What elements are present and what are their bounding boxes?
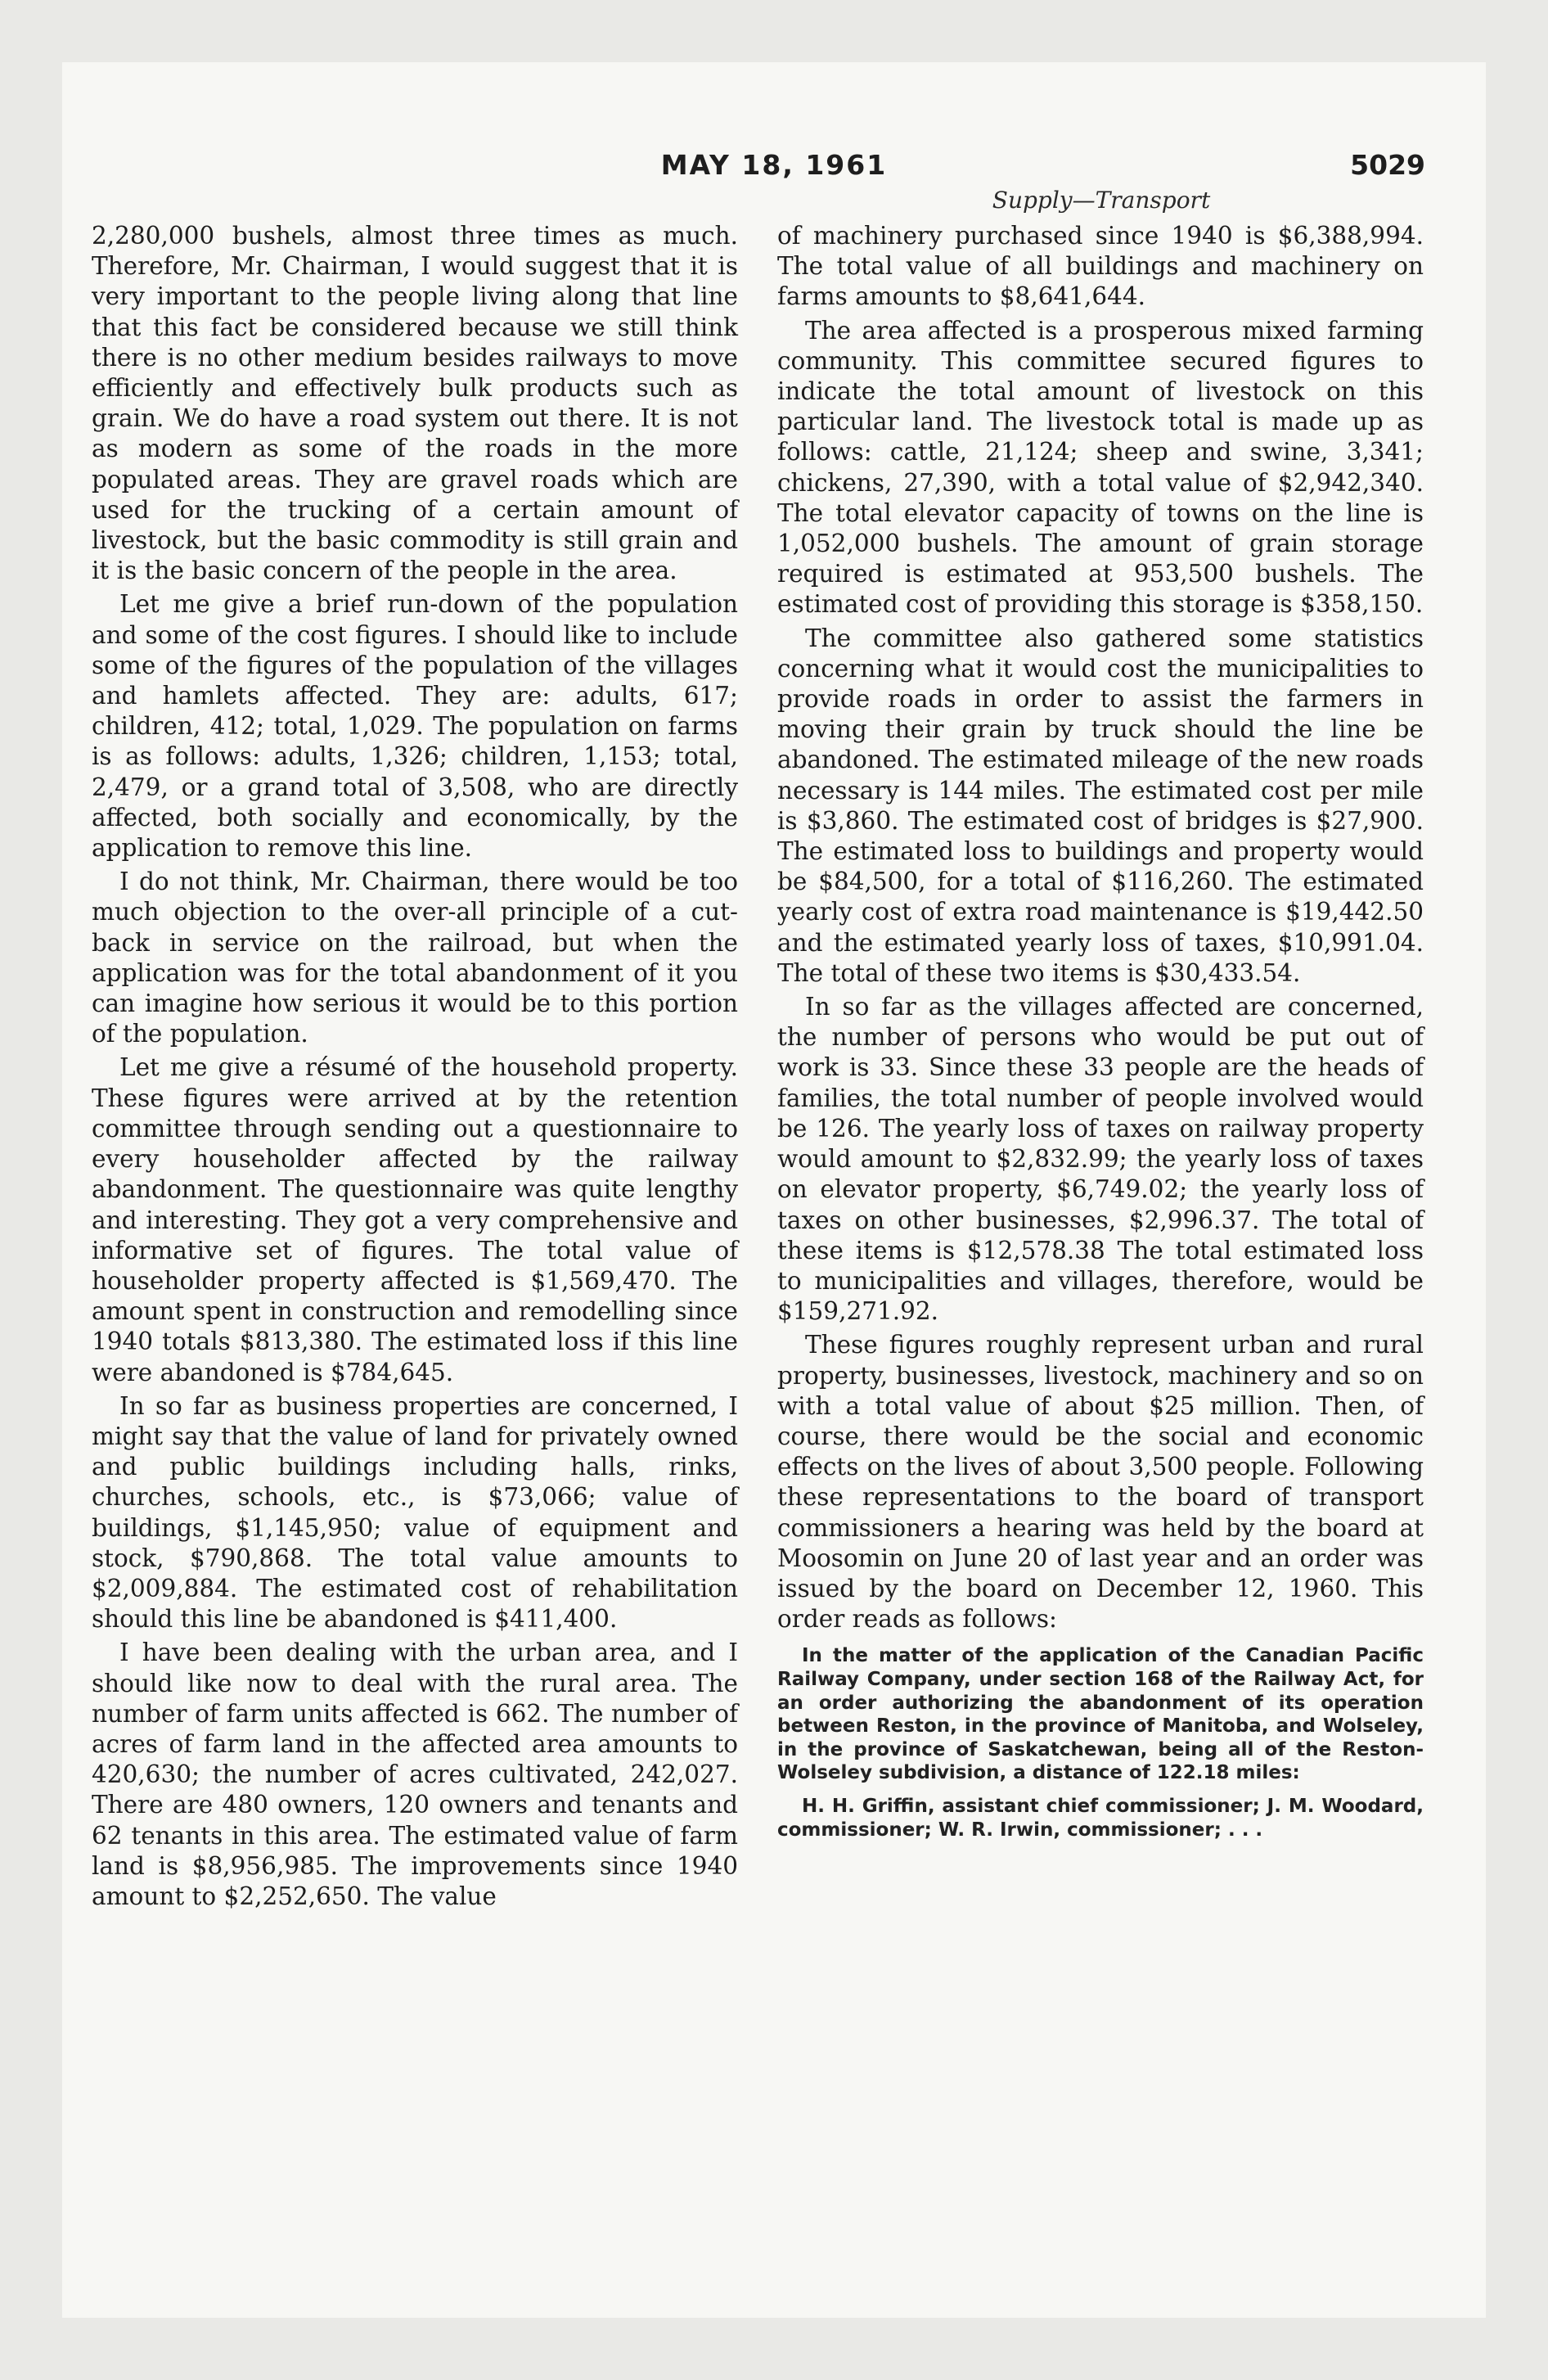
paragraph: Let me give a résumé of the household property. These figures were arrived at by the retention committee through sending out a questionnaire to every householder affected by the railway abandonment. The questionnaire was quite lengthy and interesting. They got a very comprehensive and informative set of figures. The total value of householder property affected is $1,569,470. The amount spent in construction and remodelling since 1940 totals $813,380. The estimated loss if this line were abandoned is $784,645.: [92, 1053, 738, 1386]
paragraph: I have been dealing with the urban area, and I should like now to deal with the rural area. The number of farm units affected is 662. The number of acres of farm land in the affected area amounts to 420,630; the number of acres cultivated, 242,027. There are 480 owners, 120 owners and tenants and 62 tenants in this area. The estimated value of farm land is $8,956,985. The improvements since 1940 amount to $2,252,650. The value: [92, 1639, 738, 1910]
left-column: [92, 221, 738, 1915]
paragraph: Let me give a brief run-down of the population and some of the cost figures. I should like to include some of the figures of the population of the villages and hamlets affected. They are: adults, 617; children, 412; total, 1,029. The population on farms is as follows: adults, 1,326; children, 1,153; total, 2,479, or a grand total of 3,508, who are directly affected, both socially and economically, by the application to remove this line.: [92, 590, 738, 863]
paragraph: of machinery purchased since 1940 is $6,388,994. The total value of all buildings and machinery on farms amounts to $8,641,644.: [777, 222, 1424, 311]
right-column: [777, 221, 1424, 1850]
paragraph: The committee also gathered some statistics concerning what it would cost the municipalities to provide roads in order to assist the farmers in moving their grain by truck should the line be abandoned. The estimated mileage of the new roads necessary is 144 miles. The estimated cost per mile is $3,860. The estimated cost of bridges is $27,900. The estimated loss to buildings and property would be $84,500, for a total of $116,260. The estimated yearly cost of extra road maintenance is $19,442.50 and the estimated yearly loss of taxes, $10,991.04. The total of these two items is $30,433.54.: [777, 624, 1424, 987]
page-number: 5029: [1350, 149, 1425, 181]
paragraph: In so far as business properties are concerned, I might say that the value of land for privately owned and public buildings including halls, rinks, churches, schools, etc., is $73,066; value of buildings, $1,145,950; value of equipment and stock, $790,868. The total value amounts to $2,009,884. The estimated cost of rehabilitation should this line be abandoned is $411,400.: [92, 1391, 738, 1634]
paragraph: I do not think, Mr. Chairman, there would be too much objection to the over-all principle of a cut-back in service on the railroad, but when the application was for the total abandonment of it you can imagine how serious it would be to this portion of the population.: [92, 868, 738, 1048]
paragraph: 2,280,000 bushels, almost three times as much. Therefore, Mr. Chairman, I would suggest that it is very important to the people living along that line that this fact be considered because we still think there is no other medium besides railways to move efficiently and effectively bulk products such as grain. We do have a road system out there. It is not as modern as some of the roads in the more populated areas. They are gravel roads which are used for the trucking of a certain amount of livestock, but the basic commodity is still grain and it is the basic concern of the people in the area.: [92, 222, 738, 585]
page-header: [123, 149, 1425, 190]
section-subtitle: Supply—Transport: [992, 187, 1211, 214]
paragraph: These figures roughly represent urban and rural property, businesses, livestock, machinery and so on with a total value of about $25 million. Then, of course, there would be the social and economic effects on the lives of about 3,500 people. Following these representations to the board of transport commissioners a hearing was held by the board at Moosomin on June 20 of last year and an order was issued by the board on December 12, 1960. This order reads as follows:: [777, 1331, 1424, 1634]
paragraph: In so far as the villages affected are concerned, the number of persons who would be put out of work is 33. Since these 33 people are the heads of families, the total number of people involved would be 126. The yearly loss of taxes on railway property would amount to $2,832.99; the yearly loss of taxes on elevator property, $6,749.02; the yearly loss of taxes on other businesses, $2,996.37. The total of these items is $12,578.38 The total estimated loss to municipalities and villages, therefore, would be $159,271.92.: [777, 993, 1424, 1326]
paragraph: The area affected is a prosperous mixed farming community. This committee secured figures to indicate the total amount of livestock on this particular land. The livestock total is made up as follows: cattle, 21,124; sheep and swine, 3,341; chickens, 27,390, with a total value of $2,942,340. The total elevator capacity of towns on the line is 1,052,000 bushels. The amount of grain storage required is estimated at 953,500 bushels. The estimated cost of providing this storage is $358,150.: [777, 316, 1424, 619]
header-date: MAY 18, 1961: [660, 149, 888, 181]
quoted-signatories: H. H. Griffin, assistant chief commissioner; J. M. Woodard, commissioner; W. R. Irwin, commissioner; . . .: [777, 1795, 1424, 1841]
quoted-order: In the matter of the application of the Canadian Pacific Railway Company, under section 168 of the Railway Act, for an order authorizing the abandonment of its operation between Reston, in the province of Manitoba, and Wolseley, in the province of Saskatchewan, being all of the Reston-Wolseley subdivision, a distance of 122.18 miles:: [777, 1645, 1424, 1784]
